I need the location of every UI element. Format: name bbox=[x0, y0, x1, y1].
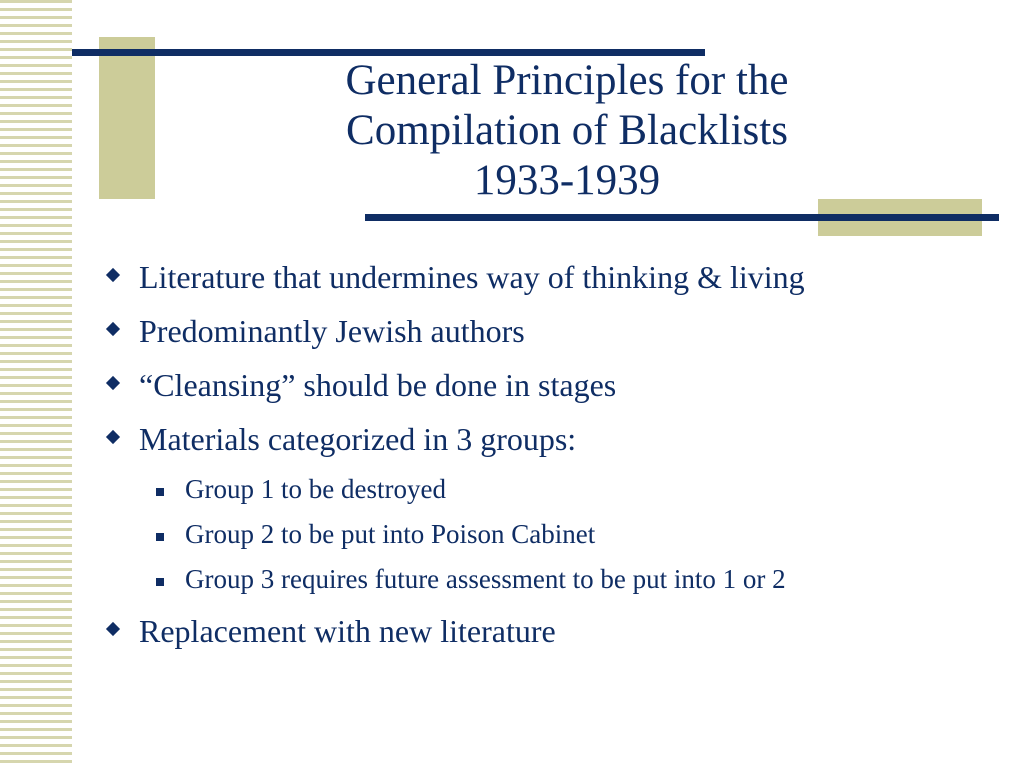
bullet-list bbox=[102, 250, 1002, 658]
title-line-3: 1933-1939 bbox=[473, 157, 661, 204]
decorative-stripes bbox=[0, 0, 72, 768]
title-line-1: General Principles for the bbox=[345, 57, 789, 104]
sub-bullet-text: Group 1 to be destroyed bbox=[185, 474, 446, 504]
bullet-text: Predominantly Jewish authors bbox=[139, 313, 525, 349]
diamond-icon bbox=[106, 322, 120, 336]
title-line-2: Compilation of Blacklists bbox=[346, 107, 788, 154]
diamond-icon bbox=[106, 376, 120, 390]
bullet-text: Materials categorized in 3 groups: bbox=[139, 421, 577, 457]
bullet-item bbox=[102, 250, 1002, 304]
decorative-line-bottom bbox=[365, 214, 999, 221]
bullet-item bbox=[102, 358, 1002, 412]
decorative-line-top bbox=[72, 49, 705, 56]
bullet-item bbox=[102, 604, 1002, 658]
sub-bullet-item bbox=[102, 512, 1002, 557]
slide-title bbox=[250, 56, 884, 206]
sub-bullet-item bbox=[102, 467, 1002, 512]
diamond-icon bbox=[106, 430, 120, 444]
sub-bullet-text: Group 3 requires future assessment to be put into 1 or 2 bbox=[185, 564, 786, 594]
bullet-item bbox=[102, 412, 1002, 466]
bullet-text: Replacement with new literature bbox=[139, 613, 556, 649]
square-icon bbox=[156, 578, 164, 586]
square-icon bbox=[156, 488, 164, 496]
diamond-icon bbox=[106, 268, 120, 282]
bullet-text: Literature that undermines way of thinking & living bbox=[139, 259, 805, 295]
bullet-item bbox=[102, 304, 1002, 358]
decorative-block-left bbox=[99, 37, 155, 199]
square-icon bbox=[156, 533, 164, 541]
diamond-icon bbox=[106, 622, 120, 636]
bullet-text: “Cleansing” should be done in stages bbox=[139, 367, 617, 403]
sub-bullet-item bbox=[102, 557, 1002, 602]
sub-bullet-text: Group 2 to be put into Poison Cabinet bbox=[185, 519, 596, 549]
